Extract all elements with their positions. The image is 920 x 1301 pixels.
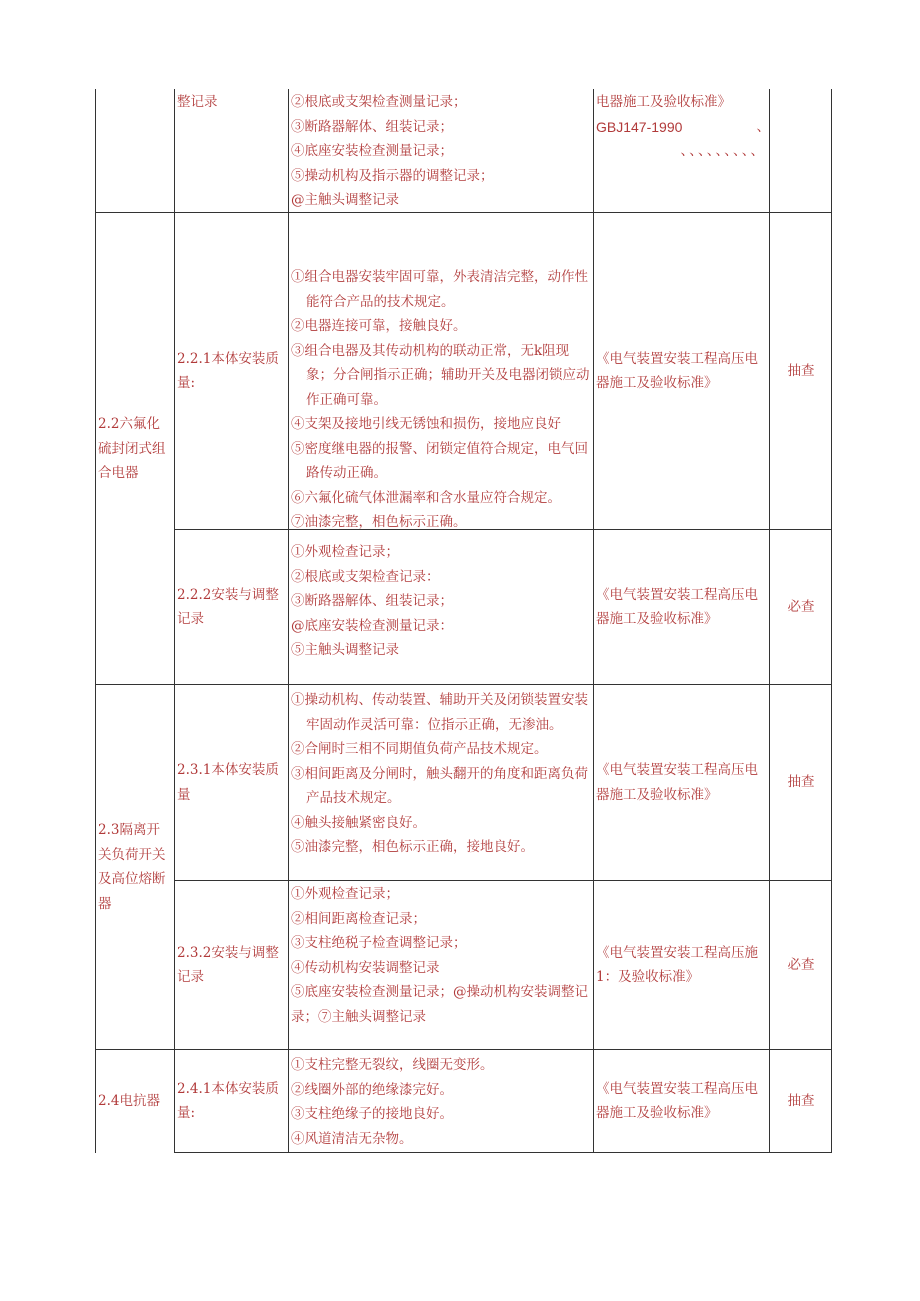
standard-dots: 、、、、、、、、、 [680, 143, 766, 159]
check-cell [771, 685, 831, 880]
section-title: 2.2六氟化硫封闭式组合电器 [98, 416, 166, 482]
standard-code-line [596, 115, 770, 140]
section-cell-2-4 [98, 1050, 172, 1152]
list-item: ⑤密度继电器的报警、闭锁定值符合规定，电气回路传动正确。 [291, 440, 588, 481]
check-type: 必查 [787, 956, 815, 973]
grid-line [769, 89, 770, 1153]
list-item: ⑤操动机构及指示器的调整记录； [291, 167, 494, 184]
list-item: ②合闸时三相不同期值负荷产品技术规定。 [291, 741, 548, 757]
list-item: ①外观检查记录； [291, 886, 399, 902]
check-cell [771, 213, 831, 529]
check-cell [771, 1050, 831, 1152]
list-item: ③相间距离及分闸时，触头翻开的角度和距离负荷产品技术规定。 [291, 765, 588, 806]
row2-requirements [291, 540, 591, 663]
sub-title: 2.2.2安装与调整记录 [177, 586, 279, 627]
list-item: ④传动机构安装调整记录 [291, 959, 440, 976]
section-cell-2-2 [98, 213, 172, 685]
list-item: @主触头调整记录 [291, 192, 399, 208]
section-title: 2.3隔离开关负荷开关及高位熔断器 [98, 822, 166, 912]
std-cell [596, 213, 766, 529]
check-type: 抽查 [787, 774, 815, 791]
list-item: ④风道清洁无杂物。 [291, 1130, 413, 1147]
grid-line [831, 89, 832, 1153]
grid-line [593, 89, 594, 1153]
list-item: ④支架及接地引线无锈蚀和损伤，接地应良好 [291, 416, 561, 432]
row5-requirements [291, 1053, 591, 1151]
list-item: ①外观检查记录； [291, 544, 399, 560]
grid-line [288, 89, 289, 1153]
list-item: ①支柱完整无裂纹，线圈无变形。 [291, 1057, 494, 1073]
list-item: ⑤底座安装检查测量记录；@操动机构安装调整记录；⑦主触头调整记录 [291, 984, 588, 1025]
std-cell [596, 530, 766, 684]
standard-text: 《电气装置安装工程高压电器施工及验收标准》 [596, 350, 758, 391]
list-item: ②根底或支架检查测量记录； [291, 94, 467, 110]
list-item: @底座安装检查测量记录： [291, 617, 453, 634]
standard-mark: 、 [756, 118, 770, 135]
list-item: ②线圈外部的绝缘漆完好。 [291, 1081, 453, 1098]
check-type: 必查 [787, 598, 815, 615]
row4-requirements [291, 882, 591, 1029]
sub-title: 2.4.1本体安装质量: [177, 1080, 279, 1121]
check-cell [771, 530, 831, 684]
section-title: 2.4电抗器 [98, 1092, 160, 1109]
list-item: ③断路器解体、组装记录； [291, 118, 453, 135]
check-type: 抽查 [787, 362, 815, 379]
list-item: ⑤油漆完整，相色标示正确，接地良好。 [291, 839, 534, 855]
row1-requirements [291, 265, 591, 535]
row0-standard [596, 90, 770, 164]
sub-cell-2-4-1 [177, 1050, 287, 1152]
standard-code: GBJ147-1990 [596, 118, 683, 135]
grid-line [95, 89, 96, 1153]
standard-text: 《电气装置安装工程高压电器施工及验收标准》 [596, 586, 758, 627]
list-item: ⑥六氟化硫气体泄漏率和含水量应符合规定。 [291, 489, 561, 506]
list-item: ①组合电器安装牢固可靠，外表清洁完整，动作性能符合产品的技术规定。 [291, 269, 588, 310]
list-item: ⑦油漆完整，相色标示正确。 [291, 514, 467, 530]
row0-sub-label: 整记录 [177, 94, 218, 110]
list-item: ⑤主触头调整记录 [291, 642, 399, 658]
standard-text: 《电气装置安装工程高压电器施工及验收标准》 [596, 762, 758, 803]
std-cell [596, 881, 766, 1049]
sub-cell-2-2-1 [177, 213, 287, 529]
sub-title: 2.3.2安装与调整记录 [177, 944, 279, 985]
list-item: ②相间距离检查记录； [291, 910, 426, 927]
list-item: ③组合电器及其传动机构的联动正常，无k阻现象；分合闸指示正确；辅助开关及电器闭锁应动作正确可靠。 [291, 342, 590, 408]
list-item: ④触头接触紧密良好。 [291, 814, 426, 831]
standard-text: 电器施工及验收标准》 [596, 94, 731, 110]
grid-line [174, 1152, 832, 1153]
standard-text: 《电气装置安装工程高压电器施工及验收标准》 [596, 1080, 758, 1121]
list-item: ③支柱绝税子检查调整记录； [291, 935, 467, 951]
sub-cell-2-3-2 [177, 881, 287, 1049]
list-item: ④底座安装检查测量记录； [291, 143, 453, 159]
list-item: ②电器连接可靠，接触良好。 [291, 318, 467, 334]
check-type: 抽查 [787, 1092, 815, 1109]
standard-text: 《电气装置安装工程高压施1：及验收标准》 [596, 944, 758, 985]
list-item: ②根底或支架检查记录： [291, 568, 440, 585]
list-item: ③支柱绝缘子的接地良好。 [291, 1106, 453, 1122]
row0-requirements [291, 90, 591, 213]
sub-title: 2.2.1本体安装质量: [177, 350, 279, 391]
sub-cell-2-3-1 [177, 685, 287, 880]
section-cell-2-3 [98, 685, 172, 1049]
list-item: ①操动机构、传动装置、辅助开关及闭锁装置安装牢固动作灵活可靠：位指示正确，无渗油。 [291, 692, 588, 733]
check-cell [771, 881, 831, 1049]
list-item: ③断路器解体、组装记录； [291, 593, 453, 609]
std-cell [596, 1050, 766, 1152]
grid-line [174, 89, 175, 1153]
std-cell [596, 685, 766, 880]
sub-cell-2-2-2 [177, 530, 287, 684]
sub-title: 2.3.1本体安装质量 [177, 762, 279, 803]
row3-requirements [291, 688, 591, 860]
